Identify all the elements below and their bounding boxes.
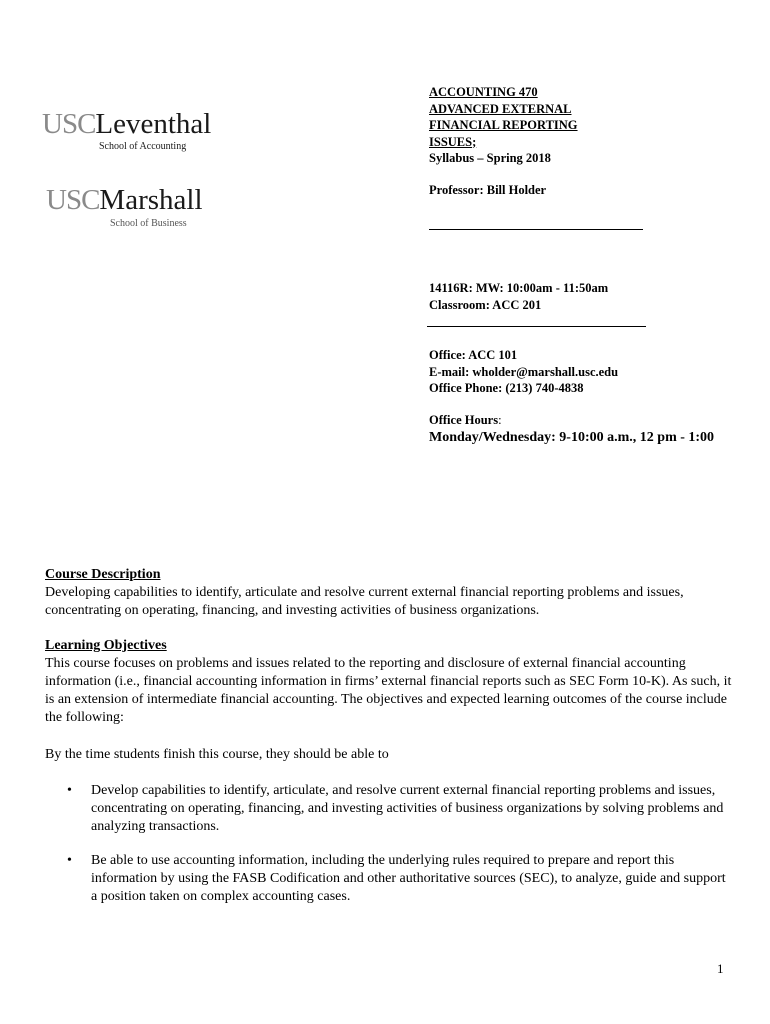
class-schedule: 14116R: MW: 10:00am - 11:50am <box>429 281 609 295</box>
course-description-heading: Course Description <box>45 567 161 582</box>
page-number: 1 <box>717 961 724 976</box>
logo-usc-text: USC <box>42 108 96 140</box>
logo-marshall-text: Marshall <box>99 184 203 216</box>
logo-marshall-subtitle: School of Business <box>110 218 187 229</box>
bullet-icon: • <box>67 853 72 868</box>
professor-name: Professor: Bill Holder <box>429 183 547 197</box>
office-phone: Office Phone: (213) 740-4838 <box>429 381 584 395</box>
logo-leventhal-subtitle: School of Accounting <box>99 141 187 152</box>
bullet-icon: • <box>67 783 72 798</box>
course-title-line: ADVANCED EXTERNAL <box>429 101 572 116</box>
list-item-text: Develop capabilities to identify, articulate, and resolve current external financial reporting problems and issues, concentrating on operating, financing, and investing activities of business organizations by solving problems and analyzing transactions. <box>91 783 724 834</box>
list-item <box>45 852 735 906</box>
usc-marshall-logo <box>46 184 203 229</box>
usc-leventhal-logo <box>42 108 211 152</box>
course-description-section <box>45 566 735 620</box>
schedule-block <box>429 280 608 313</box>
office-hours-value: Monday/Wednesday: 9-10:00 a.m., 12 pm - 1:00 <box>429 430 715 445</box>
course-title-line: ACCOUNTING 470 <box>429 85 538 99</box>
classroom: Classroom: ACC 201 <box>429 297 542 312</box>
divider-line <box>427 326 646 327</box>
office-hours-label <box>429 412 502 429</box>
office-hours-colon: : <box>498 413 502 427</box>
email-address: E-mail: wholder@marshall.usc.edu <box>429 364 619 379</box>
course-title-line: FINANCIAL REPORTING <box>429 118 578 132</box>
syllabus-term: Syllabus – Spring 2018 <box>429 151 551 165</box>
office-location: Office: ACC 101 <box>429 348 518 362</box>
logo-usc-text: USC <box>46 184 100 216</box>
logo-leventhal-text: Leventhal <box>95 108 212 140</box>
learning-objectives-heading: Learning Objectives <box>45 638 167 653</box>
objectives-list <box>45 782 735 922</box>
course-title-block <box>429 84 578 167</box>
learning-objectives-section <box>45 637 735 727</box>
office-hours-label-text: Office Hours <box>429 413 499 427</box>
course-description-body: Developing capabilities to identify, articulate and resolve current external financial reporting problems and issues, concentrating on operating, financing, and investing activities of business organizations. <box>45 585 684 618</box>
course-title-line: ISSUES; <box>429 134 477 149</box>
divider-line <box>429 229 643 230</box>
intro-sentence-text: By the time students finish this course, they should be able to <box>45 747 389 762</box>
learning-objectives-body: This course focuses on problems and issues related to the reporting and disclosure of external financial accounting information (i.e., financial accounting information in firms’ external financial reports such as SEC Form 10-K). As such, it is an extension of intermediate financial accounting. The objectives and expected learning outcomes of the course include the following: <box>45 656 732 725</box>
contact-block <box>429 347 618 397</box>
intro-sentence <box>45 746 735 764</box>
list-item-text: Be able to use accounting information, including the underlying rules required to prepare and report this information by using the FASB Codification and other authoritative sources (SEC), to analyze, guide and support a position taken on complex accounting cases. <box>91 853 726 904</box>
list-item <box>45 782 735 836</box>
